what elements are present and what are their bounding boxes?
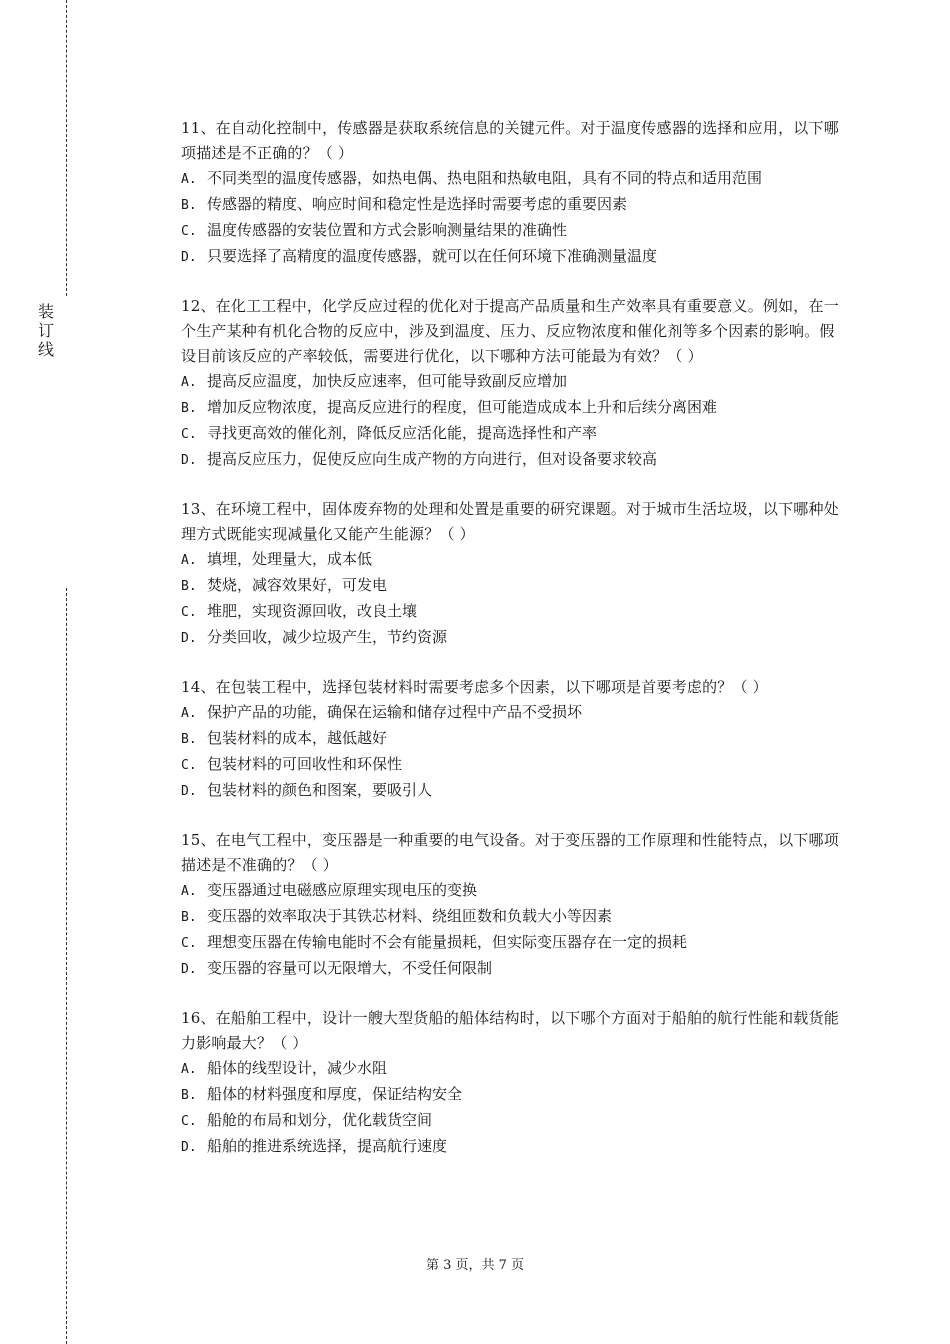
option-letter: D. [181, 631, 197, 646]
option-letter: C. [181, 936, 197, 951]
option-text: 变压器通过电磁感应原理实现电压的变换 [207, 881, 478, 899]
option-letter: B. [181, 910, 197, 925]
option-letter: B. [181, 1088, 197, 1103]
option-c [181, 1108, 849, 1134]
question-list [181, 116, 849, 1184]
question-text: 16、在船舶工程中，设计一艘大型货船的船体结构时，以下哪个方面对于船舶的航行性能和载货能力影响最大？（ ） [181, 1009, 839, 1052]
option-letter: A. [181, 172, 197, 187]
option-letter: D. [181, 784, 197, 799]
option-a [181, 1056, 849, 1082]
option-text: 填埋，处理量大，成本低 [207, 550, 373, 568]
option-letter: A. [181, 884, 197, 899]
question-11 [181, 116, 849, 270]
question-text: 13、在环境工程中，固体废弃物的处理和处置是重要的研究课题。对于城市生活垃圾，以下哪种处理方式既能实现减量化又能产生能源？（ ） [181, 500, 839, 543]
binding-label-char: 装 [37, 302, 54, 321]
page-footer [0, 1256, 950, 1276]
question-12 [181, 294, 849, 473]
option-text: 包装材料的可回收性和环保性 [207, 755, 403, 773]
option-text: 船舶的推进系统选择，提高航行速度 [207, 1137, 448, 1155]
option-text: 堆肥，实现资源回收，改良土壤 [207, 602, 418, 620]
option-text: 理想变压器在传输电能时不会有能量损耗，但实际变压器存在一定的损耗 [207, 933, 688, 951]
question-text: 14、在包装工程中，选择包装材料时需要考虑多个因素，以下哪项是首要考虑的？（ ） [181, 678, 768, 696]
option-b [181, 904, 849, 930]
option-d [181, 244, 849, 270]
binding-line-top [66, 0, 67, 296]
option-text: 增加反应物浓度，提高反应进行的程度，但可能造成成本上升和后续分离困难 [207, 398, 718, 416]
question-13 [181, 497, 849, 651]
option-a [181, 700, 849, 726]
option-text: 传感器的精度、响应时间和稳定性是选择时需要考虑的重要因素 [207, 195, 628, 213]
binding-label [36, 302, 56, 359]
option-text: 提高反应压力，促使反应向生成产物的方向进行，但对设备要求较高 [207, 450, 658, 468]
option-b [181, 573, 849, 599]
option-d [181, 778, 849, 804]
option-letter: D. [181, 962, 197, 977]
binding-line-bottom [66, 588, 67, 1344]
option-letter: A. [181, 375, 197, 390]
option-b [181, 395, 849, 421]
option-d [181, 625, 849, 651]
option-text: 焚烧，减容效果好，可发电 [207, 576, 388, 594]
question-16 [181, 1006, 849, 1160]
option-d [181, 1134, 849, 1160]
question-14 [181, 675, 849, 804]
binding-label-char: 线 [37, 340, 54, 359]
option-letter: C. [181, 224, 197, 239]
question-15 [181, 828, 849, 982]
option-letter: C. [181, 605, 197, 620]
option-letter: B. [181, 198, 197, 213]
page-number: 第 3 页，共 7 页 [425, 1258, 525, 1273]
option-b [181, 726, 849, 752]
question-text: 11、在自动化控制中，传感器是获取系统信息的关键元件。对于温度传感器的选择和应用，以下哪项描述是不正确的？（ ） [181, 119, 839, 162]
option-text: 包装材料的颜色和图案，要吸引人 [207, 781, 433, 799]
option-b [181, 192, 849, 218]
option-b [181, 1082, 849, 1108]
option-text: 船舱的布局和划分，优化载货空间 [207, 1111, 433, 1129]
option-letter: B. [181, 579, 197, 594]
binding-label-char: 订 [37, 321, 54, 340]
option-c [181, 599, 849, 625]
option-c [181, 752, 849, 778]
question-text: 15、在电气工程中，变压器是一种重要的电气设备。对于变压器的工作原理和性能特点，以下哪项描述是不准确的？（ ） [181, 831, 839, 874]
option-d [181, 447, 849, 473]
option-letter: C. [181, 758, 197, 773]
question-text: 12、在化工工程中，化学反应过程的优化对于提高产品质量和生产效率具有重要意义。例如，在一个生产某种有机化合物的反应中，涉及到温度、压力、反应物浓度和催化剂等多个因素的影响。假设目前该反应的产率较低，需要进行优化，以下哪种方法可能最为有效？（ ） [181, 297, 839, 365]
option-c [181, 421, 849, 447]
option-text: 只要选择了高精度的温度传感器，就可以在任何环境下准确测量温度 [207, 247, 658, 265]
option-letter: D. [181, 453, 197, 468]
option-text: 保护产品的功能，确保在运输和储存过程中产品不受损坏 [207, 703, 583, 721]
option-c [181, 218, 849, 244]
option-a [181, 878, 849, 904]
option-letter: C. [181, 1114, 197, 1129]
option-text: 变压器的容量可以无限增大，不受任何限制 [207, 959, 493, 977]
option-text: 寻找更高效的催化剂，降低反应活化能，提高选择性和产率 [207, 424, 598, 442]
option-text: 温度传感器的安装位置和方式会影响测量结果的准确性 [207, 221, 568, 239]
option-text: 提高反应温度，加快反应速率，但可能导致副反应增加 [207, 372, 568, 390]
option-letter: A. [181, 553, 197, 568]
option-a [181, 369, 849, 395]
option-letter: B. [181, 732, 197, 747]
option-text: 船体的线型设计，减少水阻 [207, 1059, 388, 1077]
option-text: 包装材料的成本，越低越好 [207, 729, 388, 747]
option-a [181, 547, 849, 573]
option-letter: C. [181, 427, 197, 442]
option-letter: D. [181, 1140, 197, 1155]
option-c [181, 930, 849, 956]
option-text: 分类回收，减少垃圾产生，节约资源 [207, 628, 448, 646]
option-a [181, 166, 849, 192]
option-letter: D. [181, 250, 197, 265]
option-text: 不同类型的温度传感器，如热电偶、热电阻和热敏电阻，具有不同的特点和适用范围 [207, 169, 763, 187]
option-text: 变压器的效率取决于其铁芯材料、绕组匝数和负载大小等因素 [207, 907, 613, 925]
option-letter: A. [181, 1062, 197, 1077]
option-letter: A. [181, 706, 197, 721]
option-d [181, 956, 849, 982]
option-text: 船体的材料强度和厚度，保证结构安全 [207, 1085, 463, 1103]
option-letter: B. [181, 401, 197, 416]
